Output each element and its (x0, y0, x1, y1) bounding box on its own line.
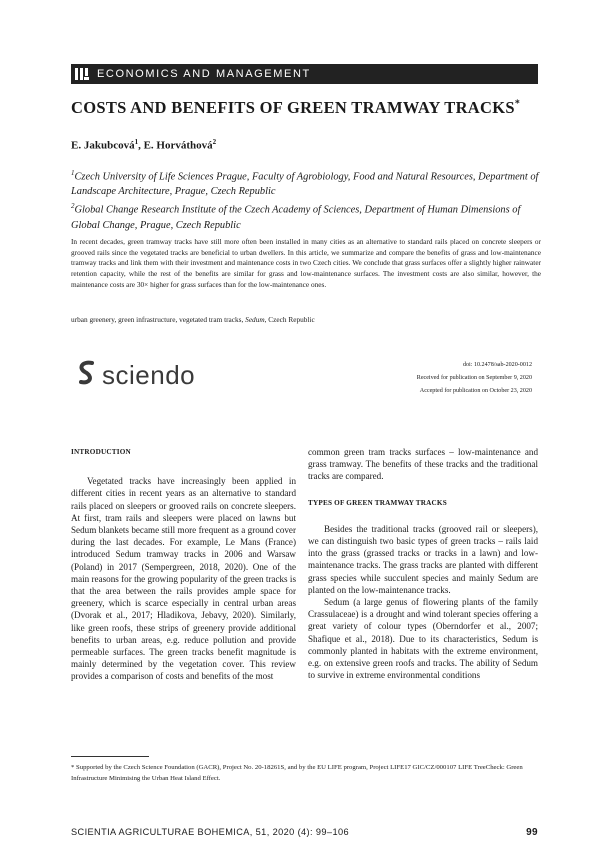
journal-citation: SCIENTIA AGRICULTURAE BOHEMICA, 51, 2020 (4): 99–106 (71, 827, 349, 837)
right-column (308, 446, 538, 681)
types-paragraph-1: Besides the traditional tracks (grooved rail or sleepers), we can distinguish two basic types of green tracks – rails laid into the grass (grassed tracks or tracks in a lawn) and low-maintenance tracks. The grass tracks are planted with different grass species while succulent species and mainly Sedum are planted on the low-maintenance tracks. (308, 523, 538, 595)
left-column (71, 446, 296, 683)
affiliation-mark: 1 (71, 169, 75, 177)
doi[interactable]: doi: 10.2478/sab-2020-0012 (462, 362, 532, 368)
accepted-date: Accepted for publication on October 23, 2020 (419, 388, 532, 394)
keywords (71, 315, 315, 324)
affiliation-text: Global Change Research Institute of the Czech Academy of Sciences, Department of Human Dimensions of Global Change, Prague, Czech Republic (71, 204, 521, 231)
abstract: In recent decades, green tramway tracks have still more often been installed in many cities as an alternative to standard rails placed on concrete sleepers or grooved rails since the vegetated tracks are beneficial to urban dwellers. In this article, we summarize and compare the benefits of grass and low-maintenance tramway tracks and link them with their investment and maintenance costs in two Czech cities. We conclude that grass surfaces offer a slightly higher rainwater retention capacity, while the rest of the benefits are similar for grass and low-maintenance surfaces. The investment costs are also similar, however, the maintenance costs are 30× higher for grass surfaces than for the low-maintenance ones. (71, 237, 541, 289)
sciendo-logo-icon (76, 359, 98, 392)
author-name: E. Jakubcová (71, 139, 135, 152)
introduction-paragraph: Vegetated tracks have increasingly been applied in different cities in recent years as an alternative to standard rails placed on sleepers or grooved rails on concrete sleepers. At first, tram rails and sleepers were placed on lawns but Sedum blankets became still more frequent as a ground cover during the last decades. For example, Le Mans (France) introduced Sedum tramway tracks in 2006 and Warsaw (Poland) in 2017 (Sempergreen, 2018, 2020). One of the main reasons for the growing popularity of the green tracks is that the area between the rails provides ample space for greenery, which is scarce especially in central urban areas (Dvorak et al., 2017; Hladikova, Jebavy, 2020). Similarly, like green roofs, these strips of greenery provide additional benefits to urban areas, e.g. reduce pollution and provide permeable surfaces. The green tracks benefit magnitude is mainly determined by the vegetation cover. This review provides a comparison of costs and benefits of the most (71, 476, 296, 682)
received-date: Received for publication on September 9, 2020 (416, 375, 532, 381)
keywords-text-end: , Czech Republic (264, 315, 315, 324)
article-title-text: COSTS AND BENEFITS OF GREEN TRAMWAY TRACKS (71, 98, 515, 117)
footnote-divider (71, 756, 149, 757)
article-title (71, 98, 541, 118)
keywords-text: urban greenery, green infrastructure, vegetated tram tracks, (71, 315, 246, 324)
affiliation (71, 199, 541, 232)
affiliation-text: Czech University of Life Sciences Prague, Faculty of Agrobiology, Food and Natural Resources, Department of Landscape Architecture, Prague, Czech Republic (71, 171, 539, 198)
section-header-bar (71, 64, 538, 84)
keywords-italic: Sedum (245, 315, 265, 324)
affiliation-mark: 2 (71, 202, 75, 211)
publisher-logo[interactable] (76, 358, 236, 392)
author-affil-mark: 2 (212, 138, 217, 146)
page-footer (71, 827, 538, 838)
publisher-name: sciendo (102, 359, 196, 390)
page-number: 99 (526, 827, 538, 838)
author-list: E. Jakubcová$^1$, E. Horváthová$^2$ (71, 138, 217, 152)
types-paragraph-2: Sedum (a large genus of flowering plants of the family Crassulaceae) is a drought and wind tolerant species offering a great variety of colour types (Oberndorfer et al., 2007; Shafique et al., 2018). Due to its characteristics, Sedum is commonly planted in habitats with the extreme environment, e.g. on extensive green roofs and tracks. The ability of Sedum to survive in extreme environmental conditions (308, 597, 538, 681)
author-name: E. Horváthová (143, 139, 213, 152)
introduction-continuation: common green tram tracks surfaces – low-maintenance and grass tramway. The benefits of these tracks and the traditional tracks are compared. (308, 447, 538, 482)
author-affil-mark: 1 (134, 138, 139, 146)
journal-logo-icon (73, 66, 91, 82)
footnote: * Supported by the Czech Science Foundation (GACR), Project No. 20-18261S, and by the EU LIFE program, Project LIFE17 GIC/CZ/000107 LIFE TreeCheck: Green Infrastructure Minimising the Urban Heat Island Effect. (71, 764, 523, 782)
section-heading-types: TYPES OF GREEN TRAMWAY TRACKS (308, 498, 447, 507)
affiliations (71, 166, 541, 233)
section-heading-introduction: INTRODUCTION (71, 448, 131, 456)
affiliation (71, 166, 541, 199)
publication-info (417, 359, 532, 398)
title-footnote-mark: * (514, 98, 521, 110)
section-label: ECONOMICS AND MANAGEMENT (97, 68, 311, 80)
